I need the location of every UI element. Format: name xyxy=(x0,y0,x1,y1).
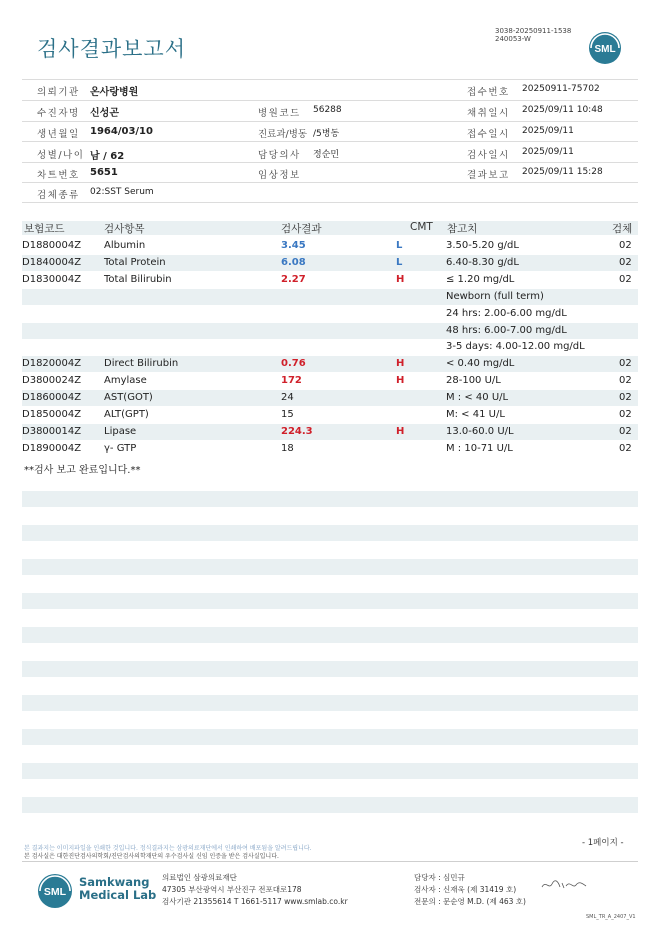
cell-ref: Newborn (full term) xyxy=(446,290,544,302)
cell-specimen: 02 xyxy=(619,240,632,251)
table-row xyxy=(22,356,638,372)
label-test-date: 검사일시 xyxy=(467,150,510,161)
cell-result: 6.08 xyxy=(281,256,306,268)
cell-ref: M : 10-71 U/L xyxy=(446,442,513,454)
empty-row xyxy=(22,797,638,813)
cell-code: D1820004Z xyxy=(22,358,82,370)
cell-ref: 3-5 days: 4.00-12.00 mg/dL xyxy=(446,341,585,353)
cell-cmt: L xyxy=(396,240,403,251)
cell-item: Total Bilirubin xyxy=(104,273,172,285)
cell-result: 172 xyxy=(281,375,302,387)
empty-row xyxy=(22,559,638,575)
header-cmt: CMT xyxy=(410,221,433,233)
page-title: 검사결과보고서 xyxy=(37,37,187,61)
cell-result: 18 xyxy=(281,442,294,454)
cell-code: D3800014Z xyxy=(22,425,82,437)
table-row xyxy=(22,323,638,339)
table-row xyxy=(22,289,638,305)
value-hospital-code: 56288 xyxy=(313,105,342,115)
value-sex-age: 남 / 62 xyxy=(90,151,125,162)
table-row xyxy=(22,373,638,389)
table-row xyxy=(22,306,638,322)
cell-ref: M: < 41 U/L xyxy=(446,409,505,420)
cell-ref: 13.0-60.0 U/L xyxy=(446,425,514,437)
label-dob: 생년월일 xyxy=(37,129,80,140)
cell-cmt: L xyxy=(396,256,403,268)
completion-note: **검사 보고 완료입니다.** xyxy=(24,465,141,476)
empty-row xyxy=(22,763,638,779)
label-doctor: 담당의사 xyxy=(258,150,301,161)
header-ref: 참고치 xyxy=(447,223,478,235)
label-report-date: 결과보고 xyxy=(467,170,510,181)
cell-cmt: H xyxy=(396,358,405,370)
sml-logo-icon xyxy=(588,31,622,65)
agency-info: 검사기관 21355614 T 1661-5117 www.smlab.co.kr xyxy=(162,897,348,906)
cell-code: D1890004Z xyxy=(22,442,82,454)
cell-code: D3800024Z xyxy=(22,375,82,387)
footer-logo-text: SML xyxy=(43,886,67,898)
cell-result: 24 xyxy=(281,392,294,404)
page-number: - 1페이지 - xyxy=(582,838,624,848)
brand-line1: Samkwang xyxy=(79,875,150,889)
cell-cmt: H xyxy=(396,375,405,387)
org-name: 의료법인 삼광의료재단 xyxy=(162,873,237,882)
empty-row xyxy=(22,729,638,745)
table-row xyxy=(22,424,638,440)
value-dob: 1964/03/10 xyxy=(90,126,153,137)
cell-ref: 3.50-5.20 g/dL xyxy=(446,240,519,251)
label-collect-date: 채취일시 xyxy=(467,108,510,119)
header-result: 검사결과 xyxy=(281,223,322,235)
document-id-line1: 3038-20250911-1538 xyxy=(495,27,572,35)
header-specimen: 검체 xyxy=(612,223,633,235)
empty-row xyxy=(22,661,638,677)
cell-result: 0.76 xyxy=(281,358,306,370)
table-row xyxy=(22,390,638,406)
header-item: 검사항목 xyxy=(104,223,145,235)
manager: 담당자 : 심민규 xyxy=(414,873,465,882)
label-specimen: 검체종류 xyxy=(37,190,80,201)
specialist: 전문의 : 문순영 M.D. (제 463 호) xyxy=(414,897,526,906)
cell-specimen: 02 xyxy=(619,273,632,285)
cell-code: D1850004Z xyxy=(22,409,82,420)
org-address: 47305 부산광역시 부산진구 전포대로178 xyxy=(162,885,302,894)
cell-item: Direct Bilirubin xyxy=(104,358,179,370)
cell-code: D1860004Z xyxy=(22,392,82,404)
value-chart-no: 5651 xyxy=(90,167,118,178)
cell-item: Amylase xyxy=(104,375,147,387)
value-doctor: 정순민 xyxy=(313,150,340,160)
cell-item: ALT(GPT) xyxy=(104,409,149,420)
cell-result: 224.3 xyxy=(281,425,313,437)
label-sex-age: 성별/나이 xyxy=(37,150,85,161)
value-institution: 온사랑병원 xyxy=(90,87,139,98)
brand-line2: Medical Lab xyxy=(79,888,157,902)
empty-row xyxy=(22,525,638,541)
samkwang-logo-icon xyxy=(37,873,73,909)
table-row xyxy=(22,255,638,271)
tester: 검사자 : 신재욱 (제 31419 호) xyxy=(414,885,517,894)
certification-notice: 본 검사실은 대한진단검사의학회/진단검사의학재단의 우수검사실 신임 인증을 받은 검사실입니다. xyxy=(24,853,279,860)
sml-logo-text: SML xyxy=(594,44,616,55)
header-code: 보험코드 xyxy=(24,223,65,235)
cell-item: Albumin xyxy=(104,240,146,251)
label-receive-date: 접수일시 xyxy=(467,129,510,140)
footer-divider xyxy=(22,861,638,862)
cell-cmt: H xyxy=(396,425,405,437)
empty-row xyxy=(22,627,638,643)
cell-specimen: 02 xyxy=(619,409,632,420)
cell-specimen: 02 xyxy=(619,392,632,404)
label-dept: 진료과/병동 xyxy=(258,129,308,140)
empty-row xyxy=(22,593,638,609)
cell-specimen: 02 xyxy=(619,256,632,268)
table-row xyxy=(22,441,638,457)
label-institution: 의뢰기관 xyxy=(37,87,80,98)
table-row xyxy=(22,339,638,355)
cell-specimen: 02 xyxy=(619,425,632,437)
value-receipt-no: 20250911-75702 xyxy=(522,84,600,94)
cell-ref: 28-100 U/L xyxy=(446,375,501,387)
cell-ref: 48 hrs: 6.00-7.00 mg/dL xyxy=(446,324,567,336)
cell-specimen: 02 xyxy=(619,375,632,387)
value-specimen: 02:SST Serum xyxy=(90,187,154,197)
cell-item: Total Protein xyxy=(104,256,166,268)
label-patient: 수진자명 xyxy=(37,108,80,119)
cell-ref: 6.40-8.30 g/dL xyxy=(446,256,519,268)
label-receipt-no: 접수번호 xyxy=(467,87,510,98)
cell-specimen: 02 xyxy=(619,442,632,454)
cell-ref: ≤ 1.20 mg/dL xyxy=(446,273,515,285)
cell-result: 15 xyxy=(281,409,294,420)
value-receive-date: 2025/09/11 xyxy=(522,126,574,136)
document-id-line2: 240053-W xyxy=(495,35,531,43)
form-code: SML_TR_A_2407_V1 xyxy=(586,914,636,920)
image-print-notice: 본 결과지는 이미지파일을 인쇄한 것입니다. 정식결과지는 삼광의료재단에서 인쇄하여 배포됨을 알려드립니다. xyxy=(24,845,312,852)
cell-code: D1830004Z xyxy=(22,273,82,285)
cell-result: 3.45 xyxy=(281,240,306,251)
cell-result: 2.27 xyxy=(281,273,306,285)
cell-item: Lipase xyxy=(104,425,137,437)
label-clinical-info: 임상정보 xyxy=(258,170,301,181)
cell-item: AST(GOT) xyxy=(104,392,153,404)
value-collect-date: 2025/09/11 10:48 xyxy=(522,105,603,115)
label-hospital-code: 병원코드 xyxy=(258,108,301,119)
brand-name xyxy=(79,876,156,902)
cell-ref: M : < 40 U/L xyxy=(446,392,509,404)
cell-item: γ- GTP xyxy=(104,442,137,454)
table-row xyxy=(22,272,638,288)
value-dept: /5병동 xyxy=(313,129,340,139)
value-test-date: 2025/09/11 xyxy=(522,147,574,157)
cell-code: D1840004Z xyxy=(22,256,82,268)
table-row xyxy=(22,407,638,423)
value-patient: 신성곤 xyxy=(90,108,119,119)
cell-ref: 24 hrs: 2.00-6.00 mg/dL xyxy=(446,307,567,319)
cell-code: D1880004Z xyxy=(22,240,82,251)
document-id xyxy=(495,27,571,43)
table-row xyxy=(22,238,638,254)
empty-row xyxy=(22,695,638,711)
cell-cmt: H xyxy=(396,273,405,285)
label-chart-no: 차트번호 xyxy=(37,170,80,181)
empty-row xyxy=(22,491,638,507)
cell-specimen: 02 xyxy=(619,358,632,370)
value-report-date: 2025/09/11 15:28 xyxy=(522,167,603,177)
signature-icon xyxy=(540,878,588,892)
cell-ref: < 0.40 mg/dL xyxy=(446,358,515,370)
